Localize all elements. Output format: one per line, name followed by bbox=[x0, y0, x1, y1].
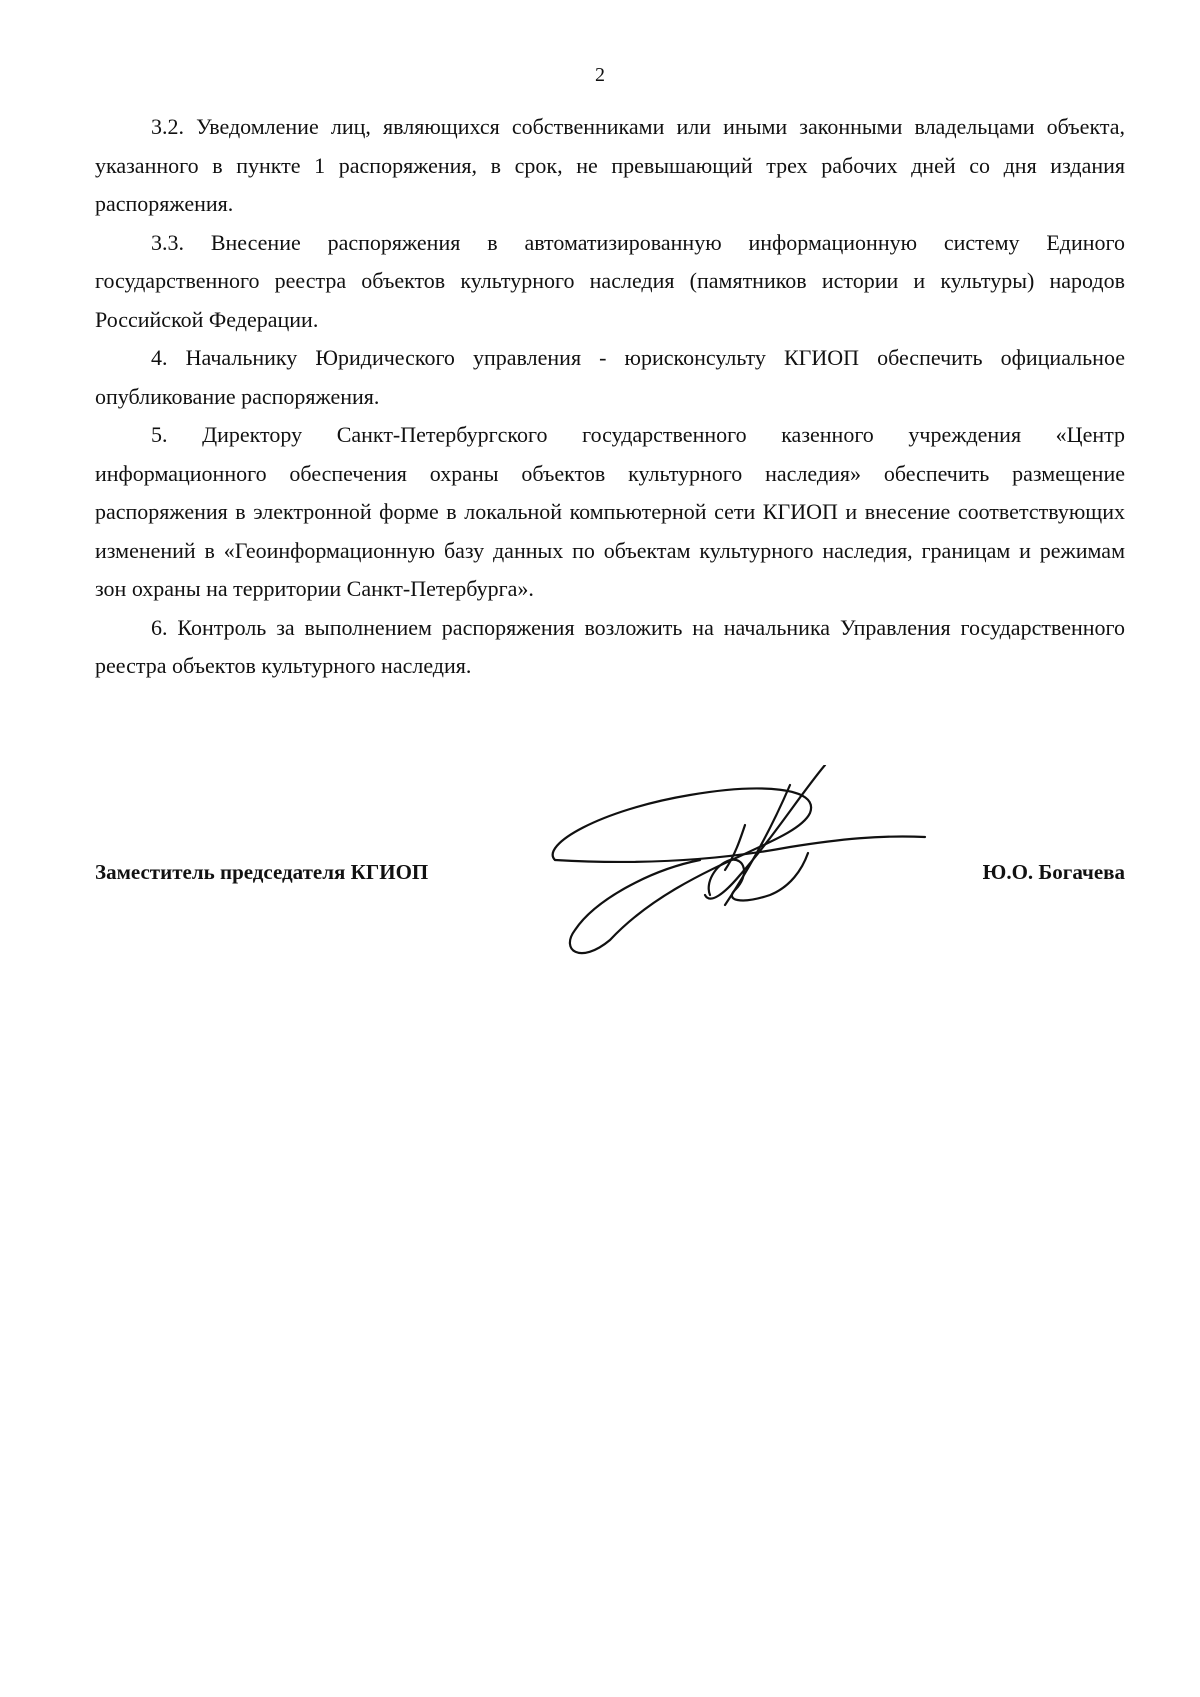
paragraph-4: 4. Начальнику Юридического управления - юрисконсульту КГИОП обеспечить официальное опубликование распоряжения. bbox=[95, 345, 1125, 409]
signer-name: Ю.О. Богачева bbox=[982, 860, 1125, 884]
paragraph-5: 5. Директору Санкт-Петербургского государственного казенного учреждения «Центр информационного обеспечения охраны объектов культурного наследия» обеспечить размещение распоряжения в электронной форме в локальной компьютерной сети КГИОП и внесение соответствующих изменений в «Геоинформационную базу данных по объектам культурного наследия, границам и режимам зон охраны на территории Санкт-Петербурга». bbox=[95, 422, 1125, 601]
paragraph-6: 6. Контроль за выполнением распоряжения возложить на начальника Управления государственного реестра объектов культурного наследия. bbox=[95, 614, 1125, 678]
signer-title: Заместитель председателя КГИОП bbox=[95, 860, 429, 884]
paragraph-3-2: 3.2. Уведомление лиц, являющихся собственниками или иными законными владельцами объекта, указанного в пункте 1 распоряжения, в срок, не превышающий трех рабочих дней со дня издания распоряжения. bbox=[95, 114, 1125, 216]
signature-block bbox=[95, 860, 1125, 900]
document-body bbox=[95, 108, 1125, 686]
page-number: 2 bbox=[595, 64, 605, 86]
paragraph-3-3: 3.3. Внесение распоряжения в автоматизированную информационную систему Единого государственного реестра объектов культурного наследия (памятников истории и культуры) народов Российской Федерации. bbox=[95, 229, 1125, 332]
